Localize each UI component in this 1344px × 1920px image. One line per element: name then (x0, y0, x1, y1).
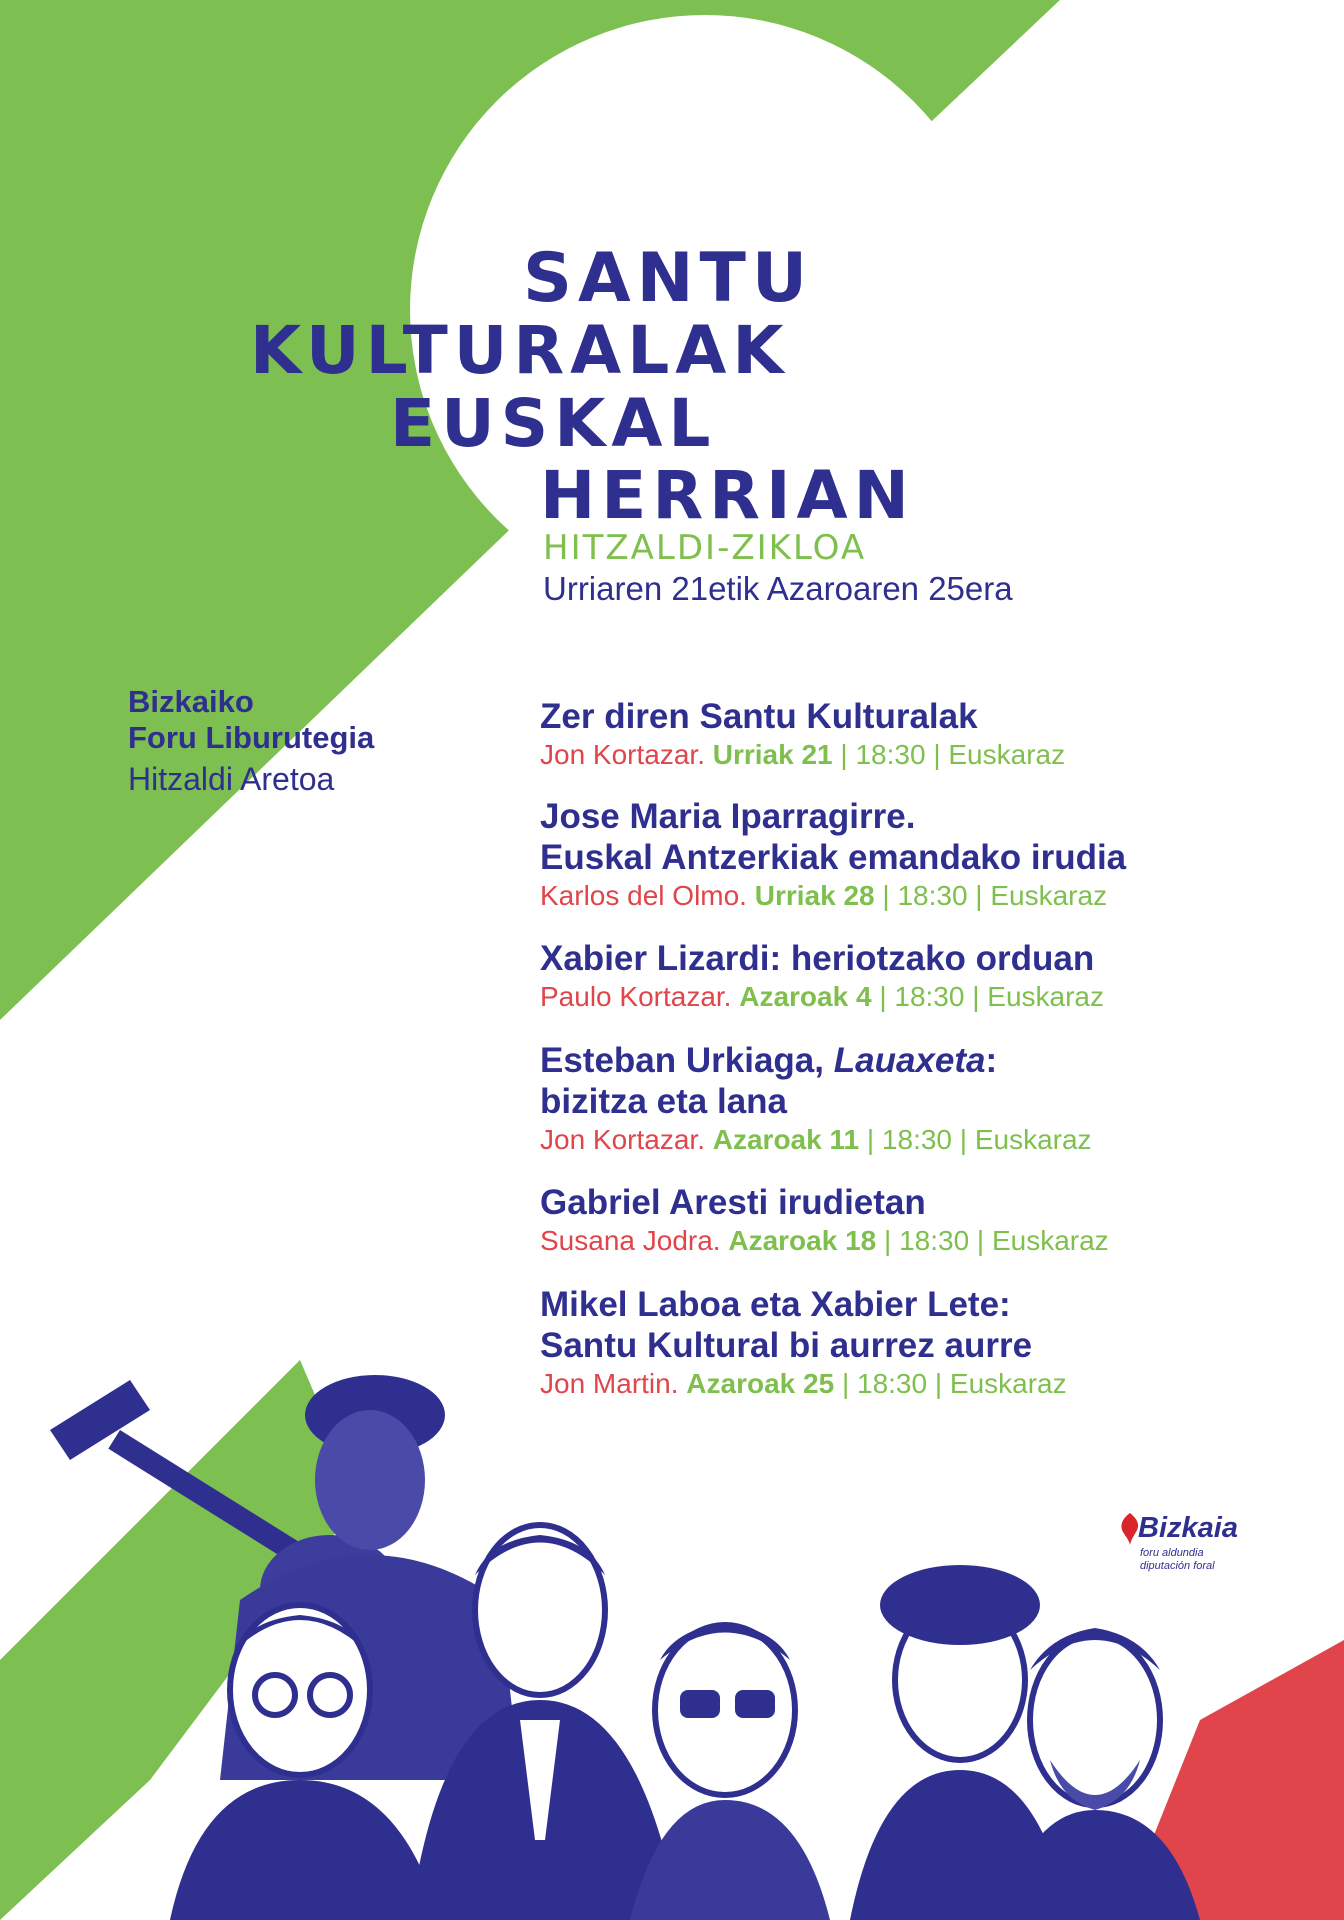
talk-item (540, 696, 1320, 773)
talk-date: Azaroak 25 (686, 1368, 835, 1399)
talk-title: Gabriel Aresti irudietan (540, 1183, 926, 1222)
talk-title-line-2: bizitza eta lana (540, 1082, 788, 1121)
talk-date: Azaroak 4 (739, 981, 872, 1012)
talk-time-language: | 18:30 | Euskaraz (882, 880, 1108, 911)
talk-meta (540, 878, 1320, 914)
venue-line-2: Foru Liburutegia (128, 720, 375, 755)
talk-meta (540, 979, 1320, 1015)
logo-subtitle-1: foru aldundia (1140, 1547, 1204, 1559)
talk-time-language: | 18:30 | Euskaraz (879, 981, 1104, 1012)
talk-date: Urriak 21 (712, 739, 833, 770)
title-line-2: KULTURALAK (250, 312, 790, 389)
talk-title: Xabier Lizardi: heriotzako orduan (540, 939, 1095, 978)
talk-title-line-2: Euskal Antzerkiak emandako irudia (540, 838, 1127, 877)
cycle-dates: Urriaren 21etik Azaroaren 25era (543, 570, 1013, 607)
talk-date: Azaroak 11 (712, 1124, 860, 1155)
portrait-figure-3 (630, 1622, 830, 1920)
talk-title-part: : (985, 1041, 998, 1080)
logo-name: Bizkaia (1138, 1512, 1238, 1544)
talk-title (540, 1040, 1320, 1081)
talk-title-italic: Lauaxeta (833, 1041, 986, 1080)
talk-item (540, 1040, 1320, 1158)
talk-date: Urriak 28 (754, 880, 875, 911)
venue-line-3: Hitzaldi Aretoa (128, 761, 335, 797)
title-line-3: EUSKAL (390, 385, 717, 462)
talk-title: Jose Maria Iparragirre. (540, 797, 916, 836)
talk-title: Mikel Laboa eta Xabier Lete: (540, 1285, 1011, 1324)
talk-meta (540, 1223, 1320, 1259)
talk-time-language: | 18:30 | Euskaraz (841, 1368, 1067, 1399)
talk-speaker: Susana Jodra. (540, 1225, 721, 1256)
venue-line-1: Bizkaiko (128, 684, 254, 719)
talk-meta (540, 1122, 1320, 1158)
talk-date: Azaroak 18 (728, 1225, 877, 1256)
talk-speaker: Jon Kortazar. (540, 1124, 705, 1155)
title-line-1: SANTU (523, 239, 814, 318)
talk-title-line-2: Santu Kultural bi aurrez aurre (540, 1326, 1033, 1365)
talk-meta (540, 737, 1320, 773)
talk-item (540, 1182, 1320, 1259)
talk-item (540, 796, 1320, 914)
talk-time-language: | 18:30 | Euskaraz (866, 1124, 1092, 1155)
talk-speaker: Paulo Kortazar. (540, 981, 732, 1012)
talk-speaker: Jon Martin. (540, 1368, 679, 1399)
subtitle: HITZALDI-ZIKLOA (543, 528, 867, 568)
logo-subtitle-2: diputación foral (1140, 1560, 1215, 1572)
talk-item (540, 938, 1320, 1015)
title-line-4: HERRIAN (540, 457, 915, 534)
talk-time-language: | 18:30 | Euskaraz (884, 1225, 1109, 1256)
portrait-figure-5 (1000, 1628, 1200, 1920)
talk-time-language: | 18:30 | Euskaraz (840, 739, 1066, 770)
talk-title: Zer diren Santu Kulturalak (540, 697, 978, 736)
portrait-illustration-icon (0, 1360, 1344, 1920)
talk-speaker: Karlos del Olmo. (540, 880, 747, 911)
talk-title-part: Esteban Urkiaga, (540, 1041, 834, 1080)
talk-speaker: Jon Kortazar. (540, 739, 705, 770)
venue-block (128, 684, 374, 802)
